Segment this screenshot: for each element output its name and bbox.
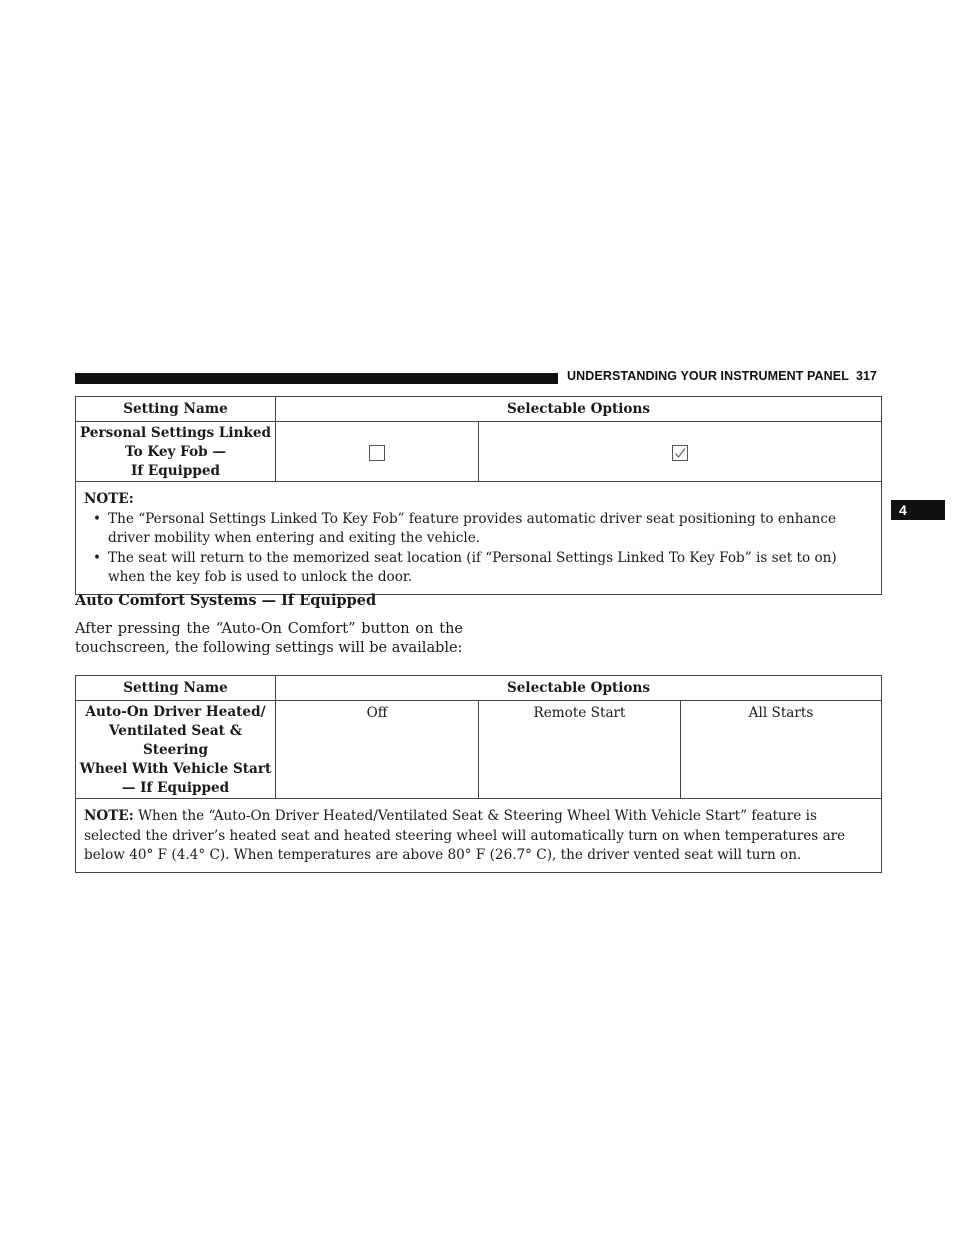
column-header-selectable-options: Selectable Options [276, 397, 882, 422]
column-header-selectable-options: Selectable Options [276, 676, 882, 701]
note-cell [76, 799, 882, 873]
option-unchecked-cell [276, 422, 479, 482]
note-title: NOTE: [84, 491, 134, 507]
setting-name-line: Auto-On Driver Heated/ [85, 704, 266, 720]
bullet-icon: • [93, 510, 102, 527]
option-all-starts: All Starts [681, 701, 882, 799]
note-bullet [84, 549, 873, 588]
setting-name-line: — If Equipped [121, 780, 230, 796]
unchecked-box-icon [368, 444, 386, 462]
table-row [76, 701, 882, 799]
note-row [76, 799, 882, 873]
note-cell [76, 482, 882, 595]
option-remote-start: Remote Start [479, 701, 681, 799]
setting-name-line: If Equipped [130, 463, 221, 479]
note-label: NOTE: [84, 808, 134, 824]
personal-settings-table [75, 396, 882, 595]
table-header-row [76, 676, 882, 701]
header-rule [75, 373, 558, 384]
note-text: When the “Auto-On Driver Heated/Ventilated Seat & Steering Wheel With Vehicle Start” feature is selected the driver’s heated seat and heated steering wheel will automatically turn on when temperatures are below 40° F (4.4° C). When temperatures are above 80° F (26.7° C), the driver vented seat will turn on. [84, 808, 846, 863]
auto-comfort-table [75, 675, 882, 873]
setting-name-line: Wheel With Vehicle Start [79, 761, 272, 777]
setting-name-line: Personal Settings Linked [79, 425, 272, 441]
setting-name-line: Ventilated Seat & Steering [109, 723, 242, 758]
page-number: 317 [856, 369, 877, 383]
section-paragraph: After pressing the “Auto-On Comfort” button on the touchscreen, the following settings will be available: [75, 621, 463, 656]
setting-name-cell [76, 701, 276, 799]
bullet-icon: • [93, 549, 102, 566]
option-checked-cell [479, 422, 882, 482]
table-header-row [76, 397, 882, 422]
option-off: Off [276, 701, 479, 799]
setting-name-line: To Key Fob — [125, 444, 226, 460]
running-header-title: UNDERSTANDING YOUR INSTRUMENT PANEL [567, 369, 849, 383]
column-header-setting-name: Setting Name [76, 676, 276, 701]
section-heading: Auto Comfort Systems — If Equipped [75, 592, 377, 609]
note-row [76, 482, 882, 595]
chapter-tab: 4 [891, 500, 945, 520]
note-bullet-text: The “Personal Settings Linked To Key Fob” feature provides automatic driver seat positioning to enhance driver mobility when entering and exiting the vehicle. [108, 510, 837, 546]
table-row [76, 422, 882, 482]
checked-box-icon [671, 444, 689, 462]
column-header-setting-name: Setting Name [76, 397, 276, 422]
setting-name-cell [76, 422, 276, 482]
note-bullet [84, 510, 873, 549]
note-bullet-text: The seat will return to the memorized seat location (if “Personal Settings Linked To Key Fob” is set to on) when the key fob is used to unlock the door. [108, 549, 837, 585]
